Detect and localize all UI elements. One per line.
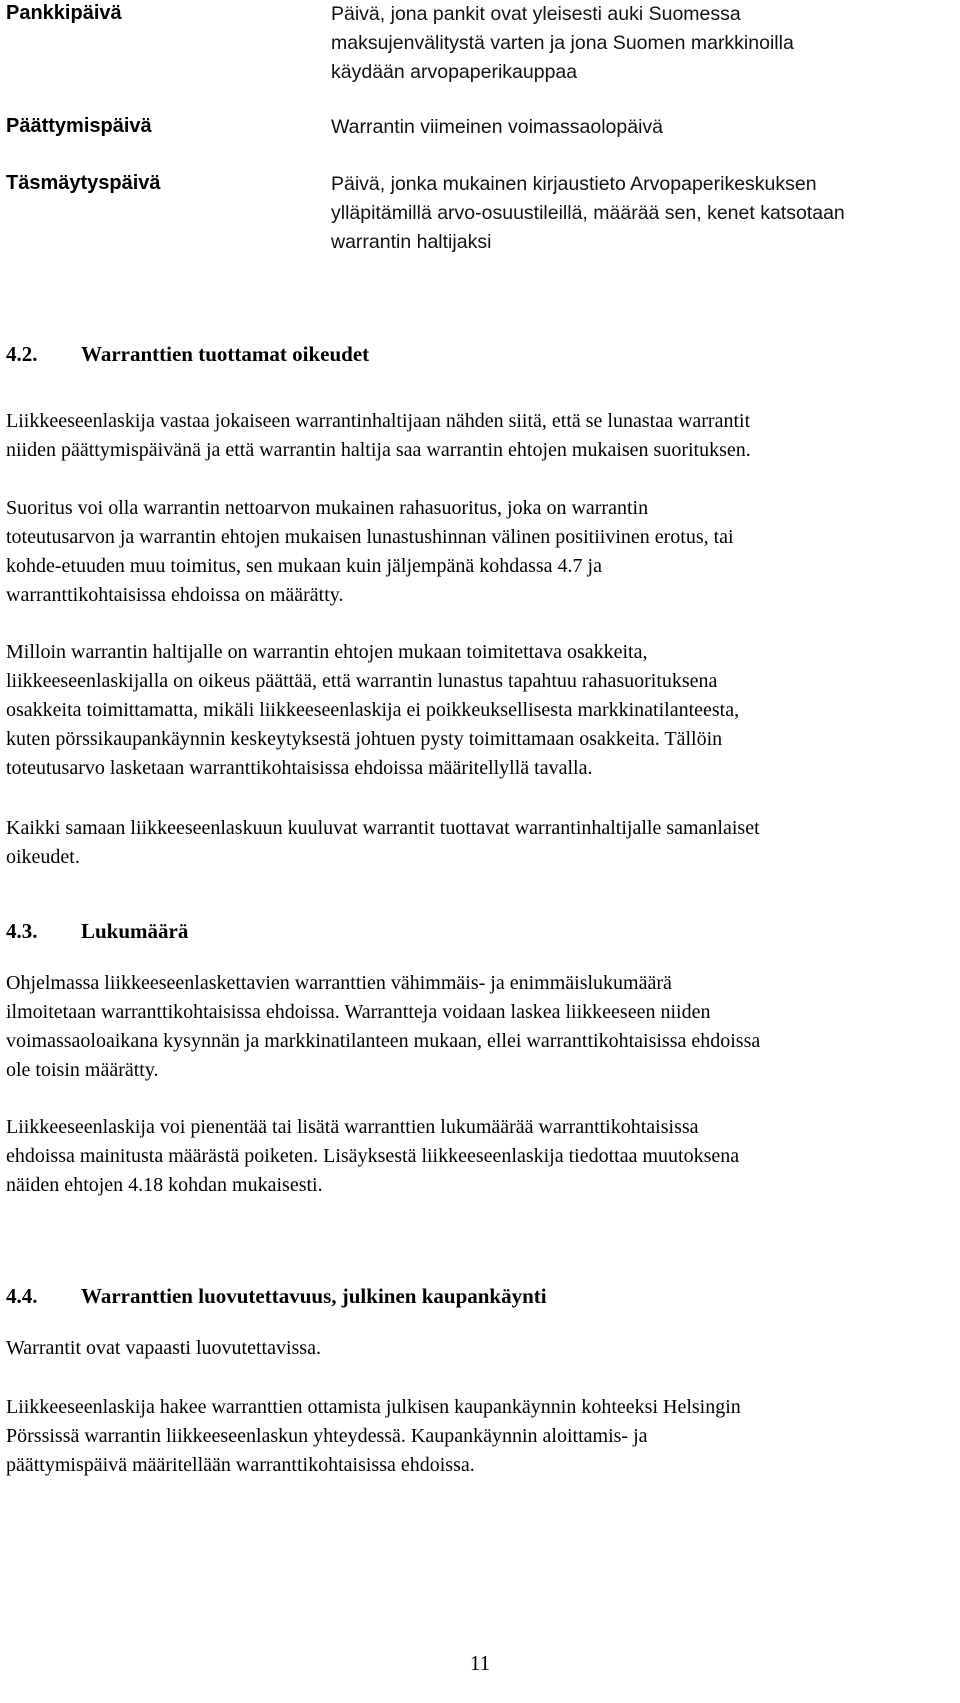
section-title: Warranttien luovutettavuus, julkinen kaupankäynti	[81, 1284, 547, 1308]
definition-term: Pankkipäivä	[6, 2, 122, 24]
paragraph: Liikkeeseenlaskija voi pienentää tai lisätä warranttien lukumäärää warranttikohtaisissa ehdoissa mainitusta määrästä poiketen. Lisäyksestä liikkeeseenlaskija tiedottaa muutoksena näiden ehtojen 4.18 kohdan mukaisesti.	[6, 1116, 740, 1196]
section-heading	[6, 1282, 946, 1310]
definition-row	[6, 170, 946, 257]
paragraph: Liikkeeseenlaskija vastaa jokaiseen warrantinhaltijaan nähden siitä, että se lunastaa warrantit niiden päättymispäivänä ja että warrantin haltija saa warrantin ehtojen mukaisen suorituksen.	[6, 410, 751, 461]
section-title: Lukumäärä	[81, 919, 189, 943]
section-number: 4.3.	[6, 919, 38, 943]
definition-text: Päivä, jona pankit ovat yleisesti auki Suomessa maksujenvälitystä varten ja jona Suomen markkinoilla käydään arvopaperikauppaa	[331, 3, 794, 83]
paragraph: Milloin warrantin haltijalle on warrantin ehtojen mukaan toimitettava osakkeita, liikkeeseenlaskijalla on oikeus päättää, että warrantin lunastus tapahtuu rahasuorituksena osakkeita toimittamatta, mikäli liikkeeseenlaskija ei poikkeuksellisesta markkinatilanteesta, kuten pörssikaupankäynnin keskeytyksestä johtuen pysty toimittamaan osakkeita. Tällöin toteutusarvo lasketaan warranttikohtaisissa ehdoissa määritellyllä tavalla.	[6, 641, 740, 779]
section-number: 4.2.	[6, 342, 38, 366]
definition-row	[6, 113, 946, 142]
section-4-2	[6, 340, 946, 868]
section-heading	[6, 917, 946, 945]
section-title: Warranttien tuottamat oikeudet	[81, 342, 370, 366]
section-number: 4.4.	[6, 1284, 38, 1308]
paragraph: Warrantit ovat vapaasti luovutettavissa.	[6, 1337, 321, 1359]
paragraph: Ohjelmassa liikkeeseenlaskettavien warranttien vähimmäis- ja enimmäislukumäärä ilmoitetaan warranttikohtaisissa ehdoissa. Warrantteja voidaan laskea liikkeeseen niiden voimassaoloaikana kysynnän ja markkinatilanteen mukaan, ellei warranttikohtaisissa ehdoissa ole toisin määrätty.	[6, 972, 761, 1081]
definition-row	[6, 0, 946, 87]
paragraph: Liikkeeseenlaskija hakee warranttien ottamista julkisen kaupankäynnin kohteeksi Helsingin Pörssissä warrantin liikkeeseenlaskun yhteydessä. Kaupankäynnin aloittamis- ja päättymispäivä määritellään warranttikohtaisissa ehdoissa.	[6, 1396, 741, 1476]
section-heading	[6, 340, 946, 368]
section-4-3	[6, 917, 946, 1196]
paragraph: Kaikki samaan liikkeeseenlaskuun kuuluvat warrantit tuottavat warrantinhaltijalle samanlaiset oikeudet.	[6, 817, 760, 868]
paragraph: Suoritus voi olla warrantin nettoarvon mukainen rahasuoritus, joka on warrantin toteutusarvon ja warrantin ehtojen mukaisen lunastushinnan välinen positiivinen erotus, tai kohde-etuuden muu toimitus, sen mukaan kuin jäljempänä kohdassa 4.7 ja warranttikohtaisissa ehdoissa on määrätty.	[6, 497, 734, 606]
page-number: 11	[469, 1651, 491, 1675]
definition-term: Päättymispäivä	[6, 115, 152, 137]
definition-text: Warrantin viimeinen voimassaolopäivä	[331, 116, 664, 138]
section-4-4	[6, 1282, 946, 1476]
definition-text: Päivä, jonka mukainen kirjaustieto Arvopaperikeskuksen ylläpitämillä arvo-osuustileillä, määrää sen, kenet katsotaan warrantin haltijaksi	[331, 173, 845, 253]
definition-term: Täsmäytyspäivä	[6, 172, 161, 194]
